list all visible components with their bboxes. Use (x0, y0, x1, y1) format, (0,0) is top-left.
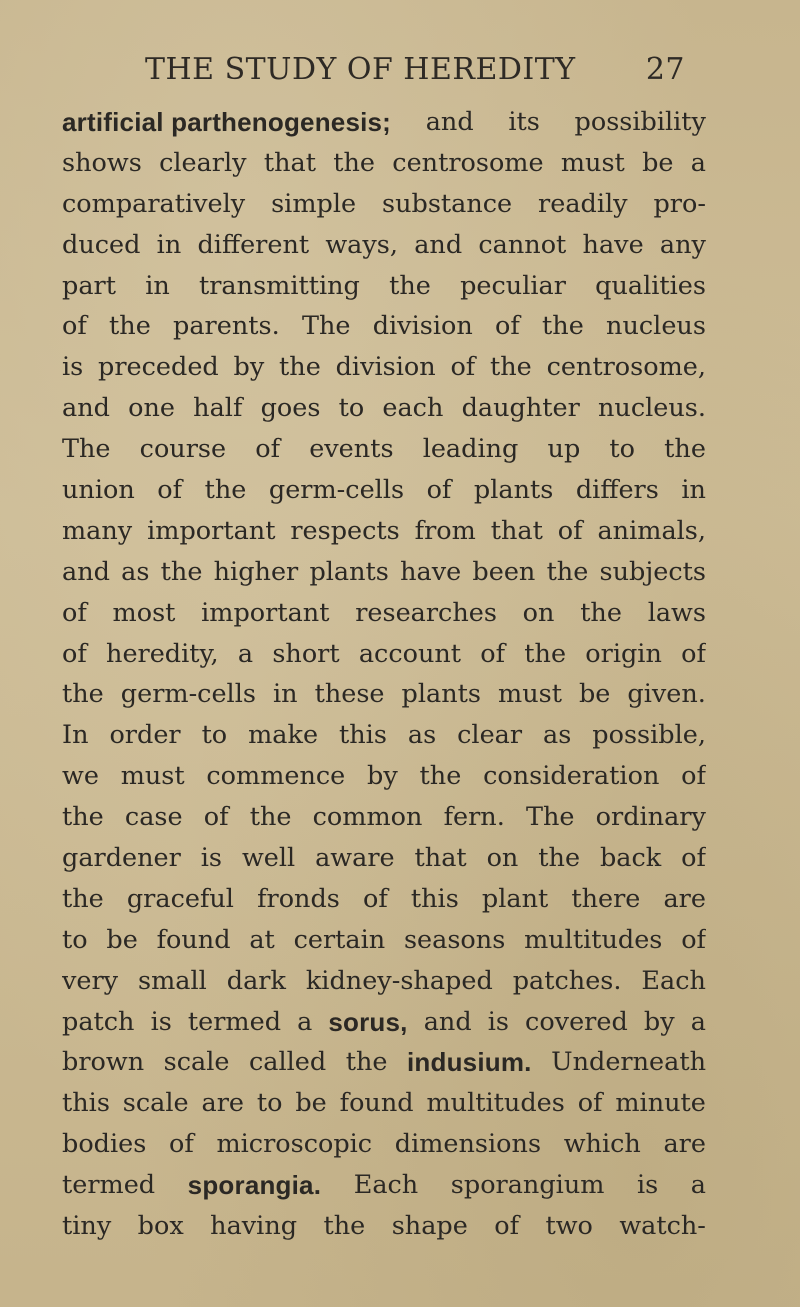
word: patches. (512, 965, 622, 996)
word: in (145, 270, 170, 301)
word: nucleus (606, 311, 706, 342)
word: box (137, 1211, 184, 1242)
word: in (681, 475, 706, 506)
word: up (547, 434, 581, 465)
word: brown (62, 1047, 145, 1078)
word: plant (481, 883, 549, 914)
text-line (62, 225, 706, 266)
word: we (62, 761, 99, 792)
word: to (609, 434, 636, 465)
word: multitudes (524, 924, 663, 955)
word: Each (353, 1170, 419, 1201)
word: watch- (619, 1211, 706, 1242)
text-line (62, 184, 706, 225)
word: be (578, 679, 611, 710)
word: centrosome (392, 147, 544, 178)
word: given. (627, 679, 706, 710)
word: having (210, 1211, 298, 1242)
word: as (543, 720, 572, 751)
word: transmitting (199, 270, 360, 301)
word: and (414, 229, 463, 260)
word: been (472, 556, 536, 587)
word: the (419, 761, 462, 792)
word: these (314, 679, 385, 710)
word: simple (271, 188, 357, 219)
word: of (362, 883, 388, 914)
word: shows (62, 147, 142, 178)
word: nucleus. (597, 393, 706, 424)
word: part (62, 270, 116, 301)
word: the (160, 556, 203, 587)
word: as (407, 720, 437, 751)
running-header (145, 52, 685, 102)
text-line (62, 347, 706, 388)
word: small (138, 965, 207, 996)
word: Underneath (551, 1047, 706, 1078)
word: many (62, 515, 133, 546)
word: the (249, 802, 292, 833)
text-line (62, 1083, 706, 1124)
text-line (62, 388, 706, 429)
word: of (495, 311, 520, 342)
word: The (525, 802, 575, 833)
bold-term: sorus, (328, 1006, 408, 1037)
word: a (297, 1006, 313, 1037)
word: the (62, 883, 104, 914)
bold-term: sporangia. (187, 1170, 322, 1201)
body-text (62, 102, 706, 1247)
word: scale (163, 1047, 230, 1078)
word: important (147, 515, 276, 546)
text-line (62, 1002, 706, 1043)
word: of (450, 352, 476, 383)
word: researches (355, 597, 497, 628)
word: is (637, 1170, 659, 1201)
word: this (410, 883, 459, 914)
word: in (272, 679, 298, 710)
text-line (62, 961, 706, 1002)
word: plants (473, 475, 554, 506)
word: have (582, 229, 644, 260)
word: each (382, 393, 444, 424)
text-line (62, 511, 706, 552)
word: patch (62, 1006, 135, 1037)
word: readily (538, 188, 628, 219)
word: that (263, 147, 316, 178)
word: bodies (62, 1129, 147, 1160)
word: must (498, 679, 562, 710)
word: found (339, 1088, 414, 1119)
word: plants (401, 679, 481, 710)
word: and (423, 1006, 472, 1037)
word: be (295, 1088, 327, 1119)
text-line (62, 102, 706, 143)
word: that (490, 515, 543, 546)
text-line (62, 1165, 706, 1206)
text-line (62, 1124, 706, 1165)
word: of (203, 802, 229, 833)
word: must (120, 761, 185, 792)
word: higher (213, 556, 299, 587)
word: is (200, 843, 223, 874)
word: cannot (478, 229, 567, 260)
word: multitudes (426, 1088, 565, 1119)
word: centrosome, (546, 352, 706, 383)
word: kidney-shaped (305, 965, 493, 996)
page-number: 27 (645, 52, 685, 87)
word: be (106, 924, 138, 955)
word: the (345, 1047, 388, 1078)
word: tiny (62, 1211, 112, 1242)
word: and (425, 107, 474, 137)
word: from (414, 515, 476, 546)
word: leading (422, 434, 519, 465)
word: of (62, 638, 87, 669)
word: at (249, 924, 275, 955)
word: in (156, 229, 182, 260)
word: by (643, 1006, 675, 1037)
word: scale (122, 1088, 189, 1119)
word: a (237, 638, 254, 669)
word: the (323, 1211, 366, 1242)
word: the (389, 270, 431, 301)
text-line (62, 1042, 706, 1083)
word: gardener (62, 843, 181, 874)
word: commence (206, 761, 346, 792)
word: The (301, 311, 351, 342)
bold-term: artificial parthenogenesis; (62, 107, 392, 137)
word: The (62, 434, 111, 465)
word: duced (62, 229, 141, 260)
bold-term: indusium. (407, 1047, 532, 1078)
word: certain (293, 924, 386, 955)
text-line (62, 797, 706, 838)
word: ordinary (595, 802, 706, 833)
word: account (358, 638, 462, 669)
word: events (309, 434, 394, 465)
word: seasons (403, 924, 506, 955)
word: important (201, 597, 330, 628)
word: of (426, 475, 452, 506)
word: of (169, 1129, 194, 1160)
word: the (279, 352, 321, 383)
word: a (690, 147, 706, 178)
word: by (367, 761, 398, 792)
word: fern. (443, 802, 505, 833)
word: dimensions (394, 1129, 542, 1160)
word: the (333, 147, 375, 178)
word: union (62, 475, 135, 506)
word: of (577, 1088, 603, 1119)
word: possible, (592, 720, 706, 751)
word: called (248, 1047, 327, 1078)
word: this (339, 720, 387, 751)
word: preceded (98, 352, 219, 383)
word: covered (525, 1006, 628, 1037)
word: of (62, 597, 87, 628)
word: of (681, 843, 706, 874)
word: plants (309, 556, 389, 587)
word: of (157, 475, 183, 506)
word: on (522, 597, 555, 628)
word: qualities (595, 270, 706, 301)
word: be (642, 147, 674, 178)
word: to (201, 720, 228, 751)
word: are (663, 1129, 706, 1160)
word: of (557, 515, 583, 546)
word: division (372, 311, 473, 342)
text-line (62, 593, 706, 634)
word: the (109, 311, 151, 342)
text-line (62, 634, 706, 675)
word: back (599, 843, 662, 874)
word: goes (260, 393, 321, 424)
word: short (272, 638, 340, 669)
word: the (490, 352, 532, 383)
word: respects (290, 515, 400, 546)
word: the (580, 597, 622, 628)
word: microscopic (216, 1129, 373, 1160)
word: of (62, 311, 87, 342)
text-line (62, 266, 706, 307)
text-line (62, 470, 706, 511)
word: substance (381, 188, 513, 219)
text-line (62, 838, 706, 879)
word: and (62, 556, 110, 587)
word: consideration (483, 761, 660, 792)
word: on (486, 843, 519, 874)
word: one (128, 393, 175, 424)
word: possibility (574, 107, 706, 137)
word: of (681, 638, 706, 669)
running-title: THE STUDY OF HEREDITY (145, 52, 576, 87)
word: and (62, 393, 110, 424)
word: the (546, 556, 589, 587)
word: germ-cells (268, 475, 405, 506)
text-line (62, 879, 706, 920)
word: very (62, 965, 119, 996)
word: division (335, 352, 436, 383)
text-line (62, 920, 706, 961)
word: Each (641, 965, 706, 996)
word: dark (226, 965, 286, 996)
word: of (480, 638, 506, 669)
word: is (62, 352, 84, 383)
word: by (233, 352, 265, 383)
word: animals, (597, 515, 706, 546)
word: which (563, 1129, 641, 1160)
word: two (545, 1211, 593, 1242)
word: termed (187, 1006, 282, 1037)
word: most (112, 597, 176, 628)
word: are (201, 1088, 244, 1119)
word: order (109, 720, 181, 751)
word: minute (615, 1088, 706, 1119)
word: sporangium (450, 1170, 605, 1201)
word: to (256, 1088, 283, 1119)
word: a (690, 1170, 706, 1201)
word: is (150, 1006, 172, 1037)
word: the (538, 843, 581, 874)
word: laws (647, 597, 706, 628)
word: must (560, 147, 625, 178)
word: well (241, 843, 296, 874)
word: origin (585, 638, 662, 669)
word: the (664, 434, 706, 465)
word: its (508, 107, 540, 137)
word: of (681, 924, 706, 955)
word: the (542, 311, 584, 342)
word: a (690, 1006, 706, 1037)
word: of (494, 1211, 520, 1242)
word: the (204, 475, 247, 506)
word: the (524, 638, 567, 669)
word: pro- (653, 188, 706, 219)
word: to (338, 393, 365, 424)
word: different (197, 229, 310, 260)
word: is (487, 1006, 509, 1037)
word: ways, (325, 229, 398, 260)
word: common (312, 802, 423, 833)
text-line (62, 1206, 706, 1247)
word: shape (391, 1211, 468, 1242)
word: of (255, 434, 281, 465)
word: heredity, (106, 638, 219, 669)
word: In (62, 720, 89, 751)
text-line (62, 756, 706, 797)
word: termed (62, 1170, 156, 1201)
word: subjects (599, 556, 706, 587)
word: of (681, 761, 706, 792)
word: are (663, 883, 706, 914)
word: graceful (126, 883, 234, 914)
word: the (62, 802, 104, 833)
word: have (400, 556, 462, 587)
word: daughter (461, 393, 580, 424)
word: peculiar (460, 270, 566, 301)
word: that (414, 843, 467, 874)
word: this (62, 1088, 110, 1119)
word: as (121, 556, 150, 587)
word: half (193, 393, 243, 424)
text-line (62, 674, 706, 715)
word: case (124, 802, 183, 833)
word: the (62, 679, 104, 710)
word: found (156, 924, 231, 955)
text-line (62, 143, 706, 184)
word: germ-cells (120, 679, 256, 710)
word: comparatively (62, 188, 246, 219)
word: aware (315, 843, 395, 874)
text-line (62, 715, 706, 756)
word: differs (575, 475, 659, 506)
text-line (62, 552, 706, 593)
text-line (62, 429, 706, 470)
word: make (248, 720, 319, 751)
text-line (62, 306, 706, 347)
word: fronds (257, 883, 340, 914)
word: clearly (159, 147, 247, 178)
word: course (139, 434, 227, 465)
word: to (62, 924, 88, 955)
word: parents. (173, 311, 280, 342)
word: clear (457, 720, 523, 751)
word: any (659, 229, 706, 260)
word: there (571, 883, 641, 914)
